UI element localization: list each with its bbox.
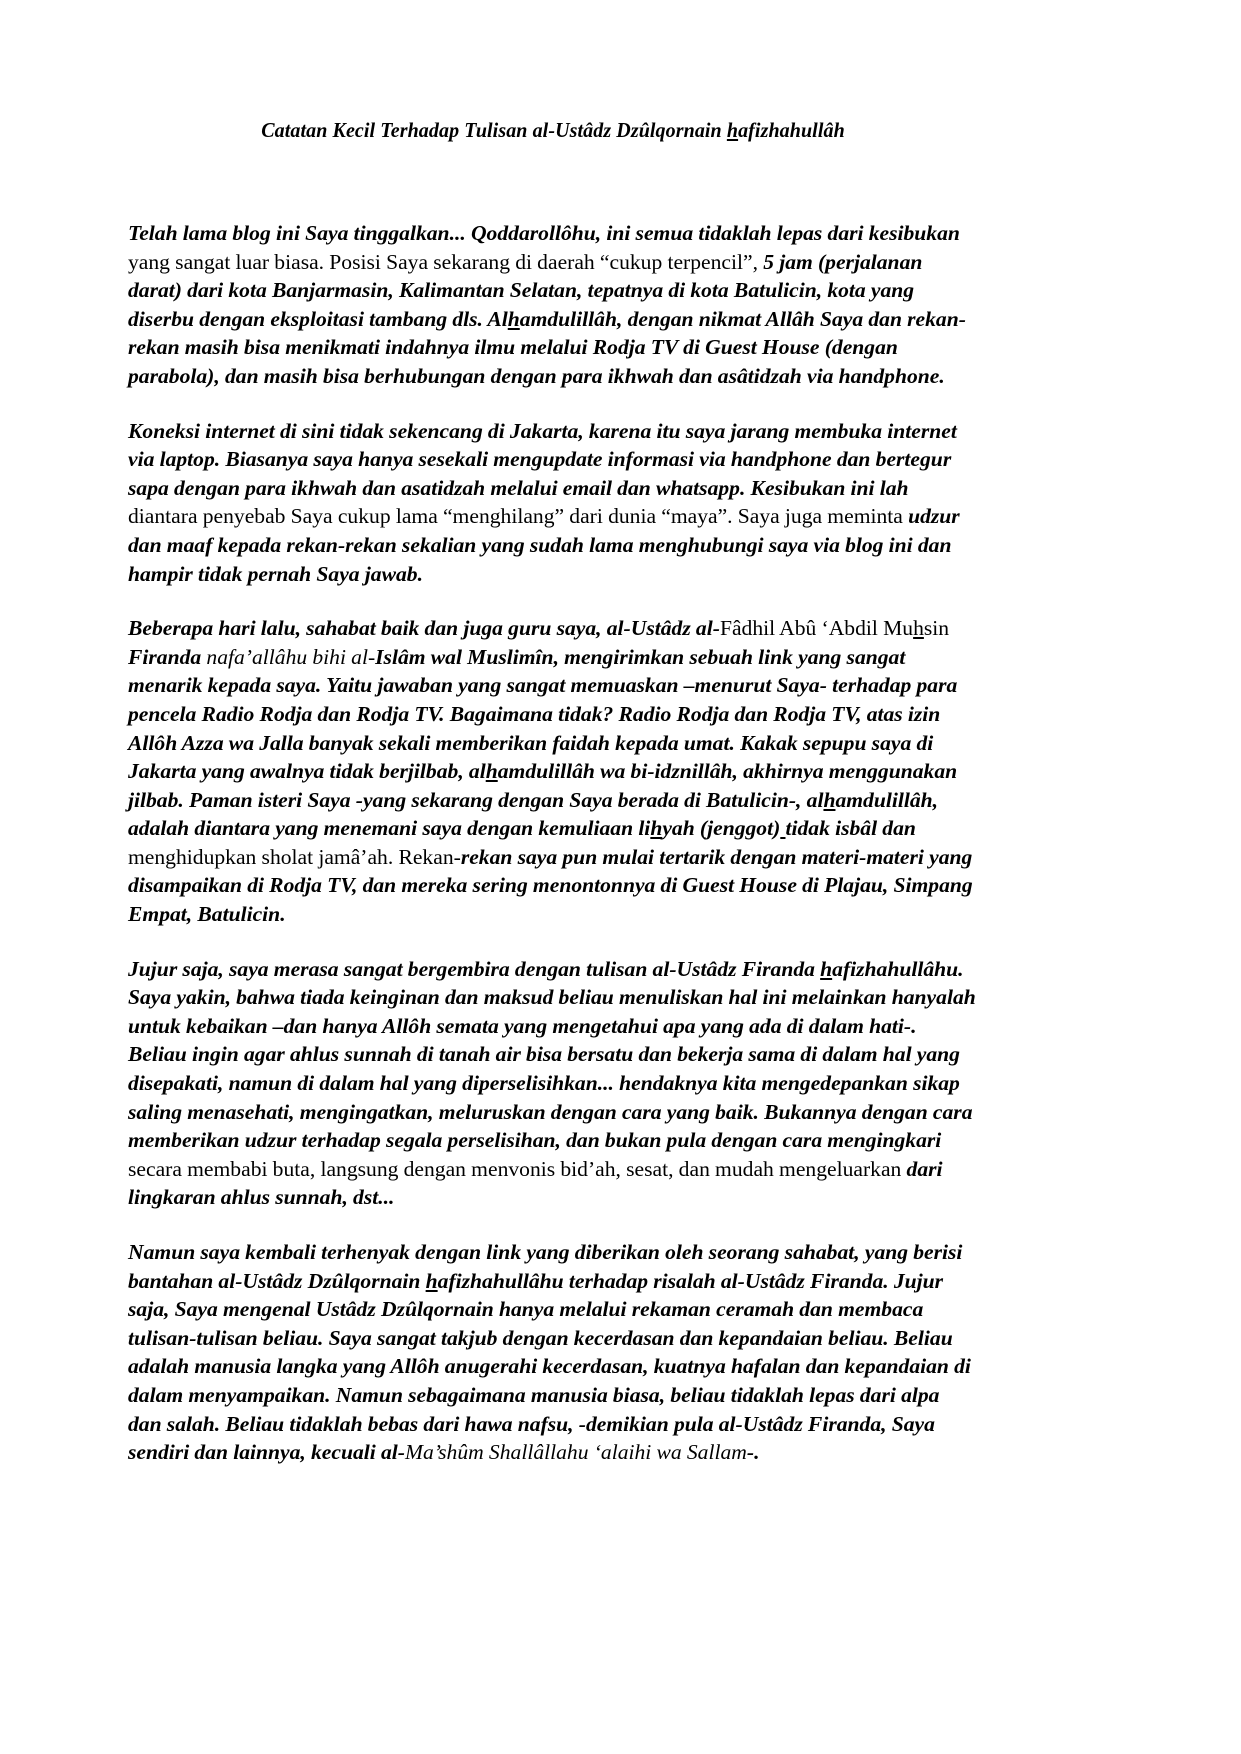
- paragraph-p3-segment-2: h: [913, 616, 924, 641]
- paragraph-p5-segment-0: Namun saya kembali terhenyak dengan link yang diberikan oleh seorang sahabat, yang berisi bantahan al-Ustâdz Dzûlqornain: [128, 1240, 963, 1293]
- paragraph-p2: [128, 417, 978, 589]
- paragraph-p1-segment-1: yang sangat luar biasa. Posisi Saya sekarang di daerah “cukup terpencil”,: [128, 249, 764, 274]
- paragraph-p3-segment-14: tidak isbâl dan: [785, 816, 916, 841]
- paragraph-p3-segment-7: h: [485, 759, 498, 784]
- paragraph-p3-segment-3: sin: [923, 616, 950, 641]
- document-body: [128, 118, 978, 1467]
- page-title: [158, 118, 949, 143]
- paragraph-p3-segment-9: h: [823, 787, 836, 812]
- paragraph-p1: [128, 219, 978, 391]
- paragraph-p3-segment-8: amdulillâh wa bi-idznillâh, akhirnya menggunakan jilbab. Paman isteri Saya -yang sekarang dengan Saya berada di Batulicin-, al: [128, 759, 958, 812]
- paragraph-p3-segment-0: Beberapa hari lalu, sahabat baik dan juga guru saya, al-Ustâdz al-: [128, 616, 720, 641]
- paragraph-p4-segment-1: h: [820, 956, 833, 981]
- paragraph-p3-segment-12: yah (jenggot): [662, 816, 781, 841]
- paragraph-p1-segment-2: 5 jam (perjalanan darat) dari kota Banjarmasin, Kalimantan Selatan, tepatnya di kota Batulicin, kota yang diserbu dengan eksploitasi tambang dls. Al: [128, 249, 923, 331]
- paragraph-p4-segment-2: afizhahullâhu. Saya yakin, bahwa tiada keinginan dan maksud beliau menuliskan hal ini melainkan hanyalah untuk kebaikan –dan hanya Allôh semata yang mengetahui apa yang ada di dalam hati-. Beliau ingin agar ahlus sunnah di tanah air bisa bersatu dan bekerja sama di dalam hal yang disepakati, namun di dalam hal yang diperselisihkan... hendaknya kita mengedepankan sikap saling menasehati, mengingatkan, meluruskan dengan cara yang baik. Bukannya dengan cara memberikan udzur terhadap segala perselisihan, dan bukan pula dengan cara mengingkari: [128, 956, 976, 1153]
- title-segment-0: Catatan Kecil Terhadap Tulisan al-Ustâdz Dzûlqornain: [261, 118, 727, 142]
- title-segment-1: h: [726, 118, 739, 142]
- paragraph-p5-segment-1: h: [425, 1268, 438, 1293]
- paragraph-p3-segment-15: menghidupkan sholat jamâ’ah. Rekan-: [128, 844, 461, 869]
- paragraph-p3-segment-10: amdulillâh, adalah diantara yang menemani saya dengan kemuliaan li: [128, 787, 939, 841]
- paragraph-p1-segment-3: h: [507, 306, 520, 331]
- paragraph-p2-segment-1: diantara penyebab Saya cukup lama “menghilang” dari dunia “maya”. Saya juga meminta: [128, 504, 909, 529]
- paragraph-p3-segment-5: nafa’allâhu bihi al-: [206, 644, 376, 669]
- paragraph-p5: [128, 1238, 978, 1467]
- paragraph-p1-segment-0: Telah lama blog ini Saya tinggalkan... Qoddarollôhu, ini semua tidaklah lepas dari kesibukan: [128, 221, 960, 245]
- paragraph-p4: [128, 955, 978, 1212]
- paragraph-p3-segment-16: rekan saya pun mulai tertarik dengan materi-materi yang disampaikan di Rodja TV, dan mereka sering menontonnya di Guest House di Plajau, Simpang Empat, Batulicin.: [128, 844, 973, 927]
- paragraph-p4-segment-3: secara membabi buta, langsung dengan menvonis bid’ah, sesat, dan mudah mengeluarkan: [128, 1156, 907, 1181]
- paragraph-p5-segment-4: -.: [746, 1440, 760, 1465]
- paragraph-p3-segment-1: Fâdhil Abû ‘Abdil Mu: [719, 616, 914, 641]
- paragraph-p5-segment-3: Ma’shûm Shallâllahu ‘alaihi wa Sallam: [404, 1440, 747, 1465]
- paragraph-p3: [128, 614, 978, 929]
- paragraph-p2-segment-2: udzur dan maaf kepada rekan-rekan sekalian yang sudah lama menghubungi saya via blog ini dan hampir tidak pernah Saya jawab.: [128, 504, 960, 586]
- paragraph-list: [128, 219, 978, 1467]
- paragraph-p1-segment-4: amdulillâh, dengan nikmat Allâh Saya dan rekan-rekan masih bisa menikmati indahnya ilmu melalui Rodja TV di Guest House (dengan parabola), dan masih bisa berhubungan dengan para ikhwah dan asâtidzah via handphone.: [128, 306, 966, 388]
- paragraph-p3-segment-11: h: [650, 816, 663, 841]
- paragraph-p4-segment-0: Jujur saja, saya merasa sangat bergembira dengan tulisan al-Ustâdz Firanda: [128, 956, 821, 981]
- paragraph-p4-segment-4: dari lingkaran ahlus sunnah, dst...: [128, 1156, 943, 1210]
- paragraph-p5-segment-2: afizhahullâhu terhadap risalah al-Ustâdz Firanda. Jujur saja, Saya mengenal Ustâdz Dzûlqornain hanya melalui rekaman ceramah dan membaca tulisan-tulisan beliau. Saya sangat takjub dengan kecerdasan dan kepandaian beliau. Beliau adalah manusia langka yang Allôh anugerahi kecerdasan, kuatnya hafalan dan kepandaian di dalam menyampaikan. Namun sebagaimana manusia biasa, beliau tidaklah lepas dari alpa dan salah. Beliau tidaklah bebas dari hawa nafsu, -demikian pula al-Ustâdz Firanda, Saya sendiri dan lainnya, kecuali al-: [128, 1268, 971, 1465]
- paragraph-p3-segment-4: Firanda: [128, 644, 207, 669]
- paragraph-p3-segment-6: Islâm wal Muslimîn, mengirimkan sebuah link yang sangat menarik kepada saya. Yaitu jawaban yang sangat memuaskan –menurut Saya- terhadap para pencela Radio Rodja dan Rodja TV. Bagaimana tidak? Radio Rodja dan Rodja TV, atas izin Allôh Azza wa Jalla banyak sekali memberikan faidah kepada umat. Kakak sepupu saya di Jakarta yang awalnya tidak berjilbab, al: [128, 644, 958, 784]
- paragraph-p2-segment-0: Koneksi internet di sini tidak sekencang di Jakarta, karena itu saya jarang membuka internet via laptop. Biasanya saya hanya sesekali mengupdate informasi via handphone dan bertegur sapa dengan para ikhwah dan asatidzah melalui email dan whatsapp. Kesibukan ini lah: [128, 418, 957, 500]
- title-segment-2: afizhahullâh: [738, 118, 845, 142]
